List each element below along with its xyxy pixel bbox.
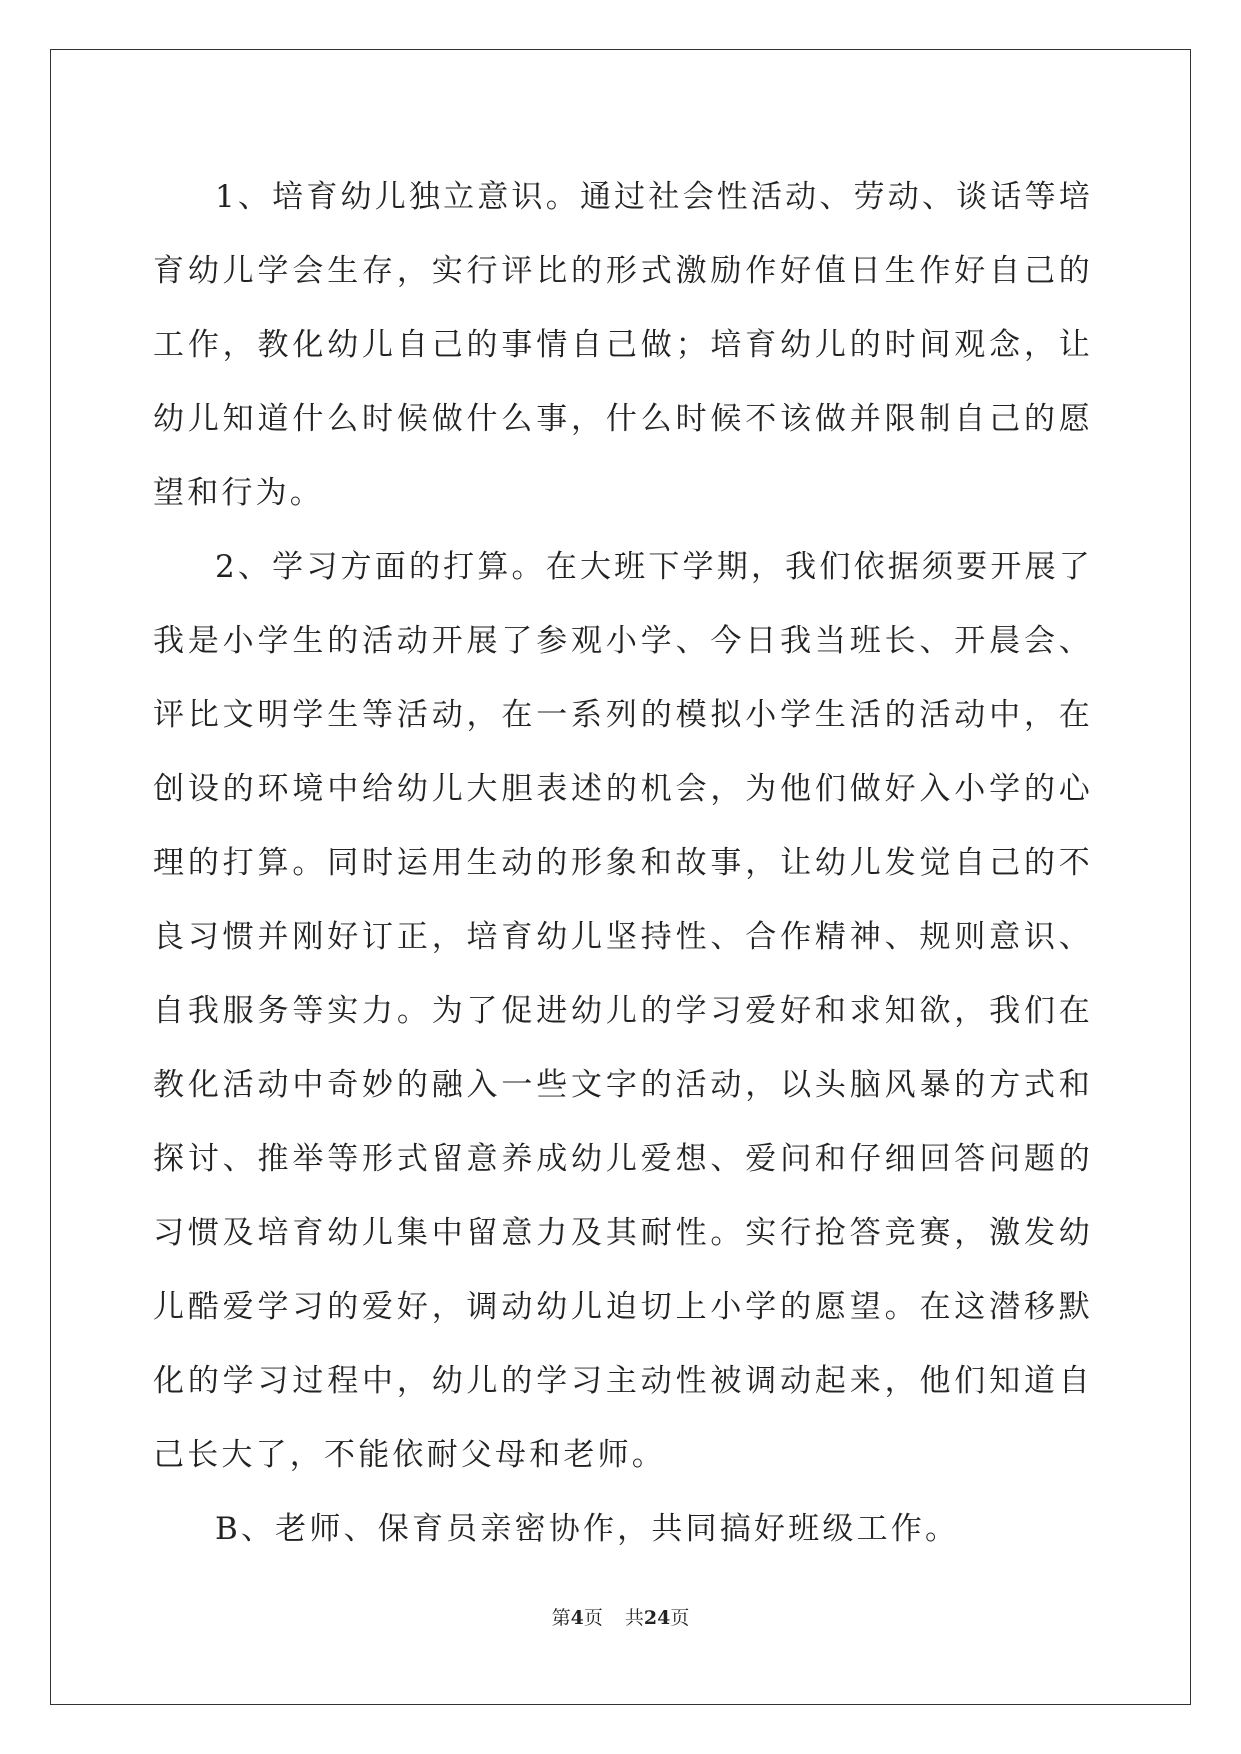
total-suffix: 页 [670, 1607, 690, 1629]
document-body [153, 160, 1093, 1566]
page-footer [0, 1603, 1241, 1630]
total-prefix: 共 [624, 1607, 644, 1629]
page-suffix: 页 [583, 1607, 603, 1629]
total-pages: 24 [643, 1607, 671, 1629]
paragraph-independence: 1、培育幼儿独立意识。通过社会性活动、劳动、谈话等培育幼儿学会生存，实行评比的形式激励作好值日生作好自己的工作，教化幼儿自己的事情自己做；培育幼儿的时间观念，让幼儿知道什么时候做什么事，什么时候不该做并限制自己的愿望和行为。 [153, 179, 1093, 511]
page-number: 4 [570, 1607, 584, 1629]
page-prefix: 第 [551, 1607, 571, 1629]
paragraph-section-b: B、老师、保育员亲密协作，共同搞好班级工作。 [215, 1511, 960, 1547]
paragraph-study-plan: 2、学习方面的打算。在大班下学期，我们依据须要开展了我是小学生的活动开展了参观小学、今日我当班长、开晨会、评比文明学生等活动，在一系列的模拟小学生活的活动中，在创设的环境中给幼儿大胆表述的机会，为他们做好入小学的心理的打算。同时运用生动的形象和故事，让幼儿发觉自己的不良习惯并刚好订正，培育幼儿坚持性、合作精神、规则意识、自我服务等实力。为了促进幼儿的学习爱好和求知欲，我们在教化活动中奇妙的融入一些文字的活动，以头脑风暴的方式和探讨、推举等形式留意养成幼儿爱想、爱问和仔细回答问题的习惯及培育幼儿集中留意力及其耐性。实行抢答竞赛，激发幼儿酷爱学习的爱好，调动幼儿迫切上小学的愿望。在这潜移默化的学习过程中，幼儿的学习主动性被调动起来，他们知道自己长大了，不能依耐父母和老师。 [153, 549, 1093, 1473]
